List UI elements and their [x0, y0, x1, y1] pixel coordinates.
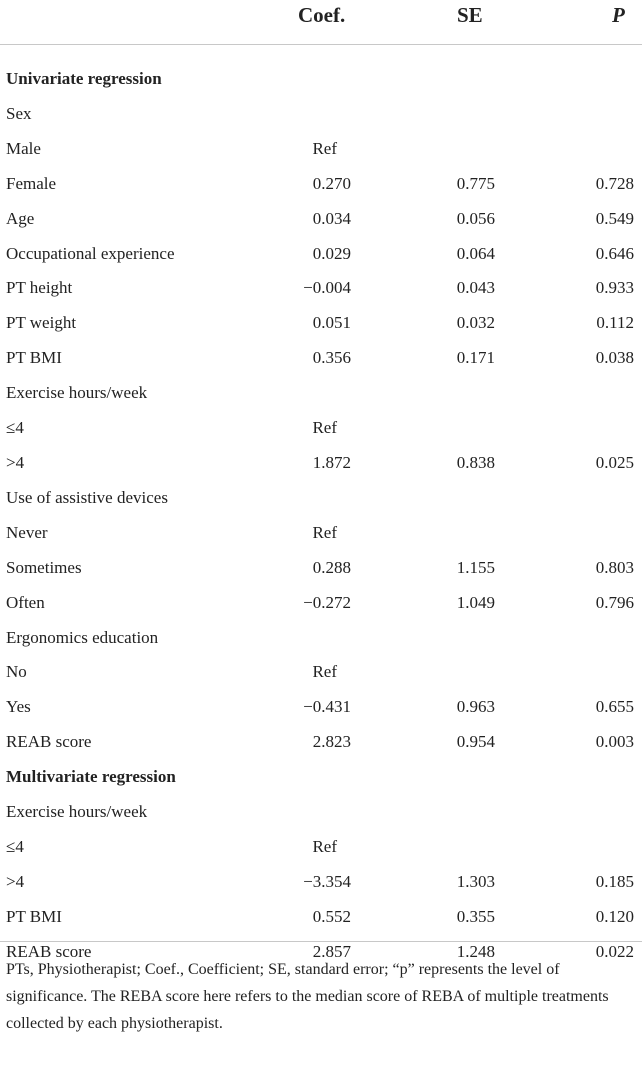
- p-value-cell: 0.185: [595, 871, 634, 891]
- table-row: [0, 795, 642, 830]
- section-header-row: [0, 62, 642, 97]
- se-cell: 0.355: [456, 906, 495, 926]
- row-label: No: [6, 662, 27, 682]
- row-label: REAB score: [6, 732, 92, 752]
- se-cell: 0.775: [456, 173, 495, 193]
- table-row: [0, 132, 642, 167]
- table-row: [0, 690, 642, 725]
- coef-cell: Ref: [312, 418, 337, 438]
- se-cell: 0.032: [456, 313, 495, 333]
- table-row: [0, 481, 642, 516]
- table-header: [0, 0, 642, 44]
- table-row: [0, 865, 642, 900]
- table-row: [0, 97, 642, 132]
- table-row: [0, 655, 642, 690]
- row-label: Age: [6, 208, 35, 228]
- se-cell: 1.248: [456, 941, 495, 961]
- p-value-cell: 0.120: [595, 906, 634, 926]
- table-footnote: PTs, Physiotherapist; Coef., Coefficient; SE, standard error; “p” represents the level of significance. The REBA score here refers to the median score of REBA of multiple treatments collected by each physiotherapist.: [6, 961, 609, 1032]
- se-cell: 1.155: [456, 557, 495, 577]
- se-cell: 0.056: [456, 208, 495, 228]
- p-value-cell: 0.728: [595, 173, 634, 193]
- coef-cell: 0.356: [312, 348, 351, 368]
- table-row: [0, 446, 642, 481]
- table-body: [0, 62, 642, 970]
- p-value-cell: 0.038: [595, 348, 634, 368]
- p-value-cell: 0.646: [595, 243, 634, 263]
- table-row: [0, 306, 642, 341]
- table-row: [0, 516, 642, 551]
- table-row: [0, 900, 642, 935]
- row-label: Exercise hours/week: [6, 383, 148, 403]
- table-row: [0, 271, 642, 306]
- se-cell: 0.043: [456, 278, 495, 298]
- se-cell: 0.963: [456, 697, 495, 717]
- coef-cell: Ref: [312, 836, 337, 856]
- row-label: Female: [6, 173, 57, 193]
- row-label: Male: [6, 138, 41, 158]
- coef-cell: 0.552: [312, 906, 351, 926]
- row-label: Multivariate regression: [6, 767, 176, 787]
- table-row: [0, 586, 642, 621]
- coef-cell: 0.034: [312, 208, 351, 228]
- table-row: [0, 830, 642, 865]
- row-label: Occupational experience: [6, 243, 175, 263]
- se-cell: 0.838: [456, 452, 495, 472]
- coef-cell: Ref: [312, 522, 337, 542]
- se-cell: 1.049: [456, 592, 495, 612]
- table-row: [0, 411, 642, 446]
- coef-cell: 2.857: [312, 941, 351, 961]
- coef-cell: 1.872: [312, 452, 351, 472]
- row-label: Never: [6, 522, 48, 542]
- p-value-cell: 0.112: [596, 313, 634, 333]
- se-cell: 1.303: [456, 871, 495, 891]
- coef-cell: −0.431: [303, 697, 351, 717]
- coef-cell: Ref: [312, 138, 337, 158]
- se-cell: 0.064: [456, 243, 495, 263]
- table-row: [0, 341, 642, 376]
- coef-cell: −0.272: [303, 592, 351, 612]
- row-label: PT height: [6, 278, 73, 298]
- row-label: Ergonomics education: [6, 627, 159, 647]
- row-label: PT BMI: [6, 348, 62, 368]
- coef-cell: −3.354: [303, 871, 351, 891]
- p-value-cell: 0.022: [595, 941, 634, 961]
- row-label: Use of assistive devices: [6, 487, 168, 507]
- row-label: >4: [6, 871, 25, 891]
- row-label: Sometimes: [6, 557, 82, 577]
- table-row: [0, 551, 642, 586]
- p-value-cell: 0.796: [595, 592, 634, 612]
- coef-cell: 0.029: [312, 243, 351, 263]
- se-cell: 0.171: [456, 348, 495, 368]
- row-label: PT weight: [6, 313, 77, 333]
- header-coef: Coef.: [298, 3, 346, 27]
- p-value-cell: 0.025: [595, 452, 634, 472]
- table-row: [0, 167, 642, 202]
- row-label: ≤4: [6, 418, 24, 438]
- table-bottom-rule: [0, 941, 642, 942]
- row-label: Yes: [6, 697, 31, 717]
- se-cell: 0.954: [456, 732, 495, 752]
- section-header-row: [0, 760, 642, 795]
- header-se: SE: [457, 3, 483, 27]
- p-value-cell: 0.803: [595, 557, 634, 577]
- row-label: REAB score: [6, 941, 92, 961]
- table-row: [0, 725, 642, 760]
- row-label: ≤4: [6, 836, 24, 856]
- table-row: [0, 202, 642, 237]
- row-label: Often: [6, 592, 45, 612]
- p-value-cell: 0.655: [595, 697, 634, 717]
- row-label: Sex: [6, 103, 32, 123]
- row-label: >4: [6, 452, 25, 472]
- header-p: P: [612, 3, 625, 27]
- table-row: [0, 376, 642, 411]
- p-value-cell: 0.933: [595, 278, 634, 298]
- coef-cell: 2.823: [312, 732, 351, 752]
- header-rule: [0, 44, 642, 45]
- row-label: PT BMI: [6, 906, 62, 926]
- coef-cell: 0.270: [312, 173, 351, 193]
- coef-cell: Ref: [312, 662, 337, 682]
- row-label: Exercise hours/week: [6, 802, 148, 822]
- p-value-cell: 0.549: [595, 208, 634, 228]
- coef-cell: −0.004: [303, 278, 351, 298]
- coef-cell: 0.051: [312, 313, 351, 333]
- table-row: [0, 621, 642, 656]
- coef-cell: 0.288: [312, 557, 351, 577]
- row-label: Univariate regression: [6, 69, 162, 88]
- table-row: [0, 237, 642, 272]
- p-value-cell: 0.003: [595, 732, 634, 752]
